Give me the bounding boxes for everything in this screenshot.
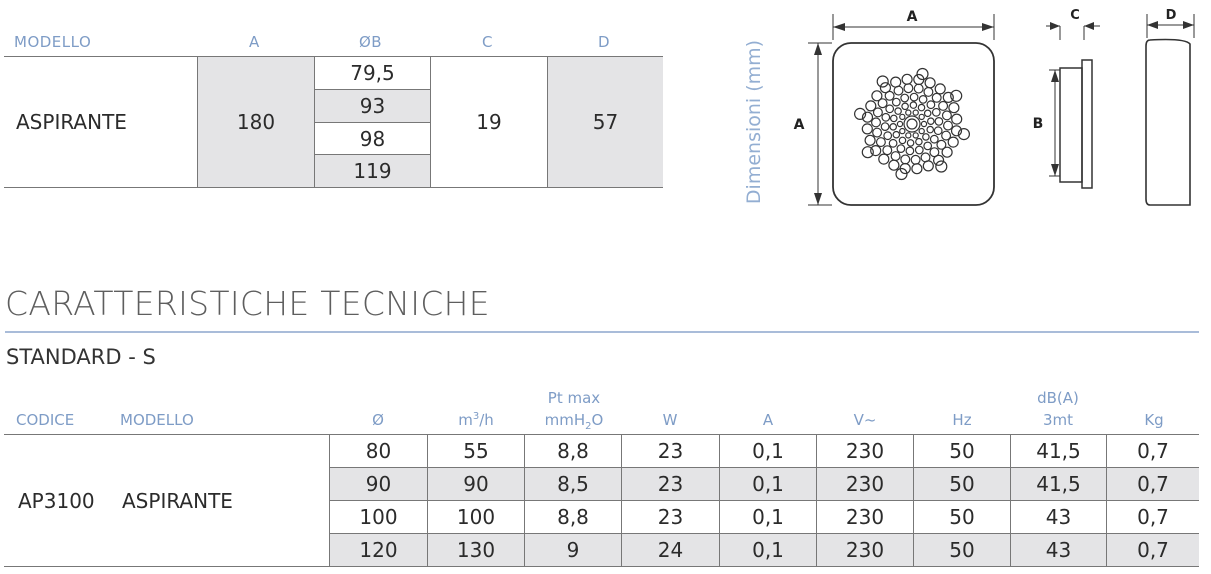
grille-hole <box>934 155 944 165</box>
header-d: D <box>598 33 611 51</box>
grille-hole <box>877 138 886 147</box>
tech-cell: 100 <box>329 501 427 534</box>
grille-hole <box>933 109 941 117</box>
grille-hole <box>952 114 962 124</box>
b-value-cell: 93 <box>314 90 430 123</box>
tech-cell: 0,7 <box>1106 534 1199 566</box>
header-codice: CODICE <box>16 411 75 429</box>
grille-hole <box>865 135 875 145</box>
grille-hole <box>884 132 892 140</box>
grille-hole <box>893 132 899 138</box>
tech-cell: 230 <box>816 501 913 534</box>
grille-hole <box>880 83 890 93</box>
grille-hole <box>873 128 882 137</box>
subsection-title: STANDARD - S <box>6 345 156 369</box>
grille-hole <box>906 110 911 115</box>
header-modello: MODELLO <box>120 411 194 429</box>
grille-hole <box>901 94 909 102</box>
side-view-spigot <box>1046 22 1100 188</box>
b-value-cell: 119 <box>314 155 430 187</box>
tech-cell: 8,8 <box>524 501 621 534</box>
grille-hole <box>925 110 931 116</box>
grille-hole <box>925 78 935 88</box>
grille-hole <box>939 102 948 111</box>
grille-hole <box>882 114 890 122</box>
grille-hole <box>923 134 929 140</box>
grille-hole <box>913 110 918 115</box>
grille-hole <box>935 118 943 126</box>
tech-cell: 50 <box>913 468 1010 501</box>
grille-hole <box>943 92 953 102</box>
header-hz: Hz <box>952 411 972 429</box>
grille-hole <box>900 129 905 134</box>
grille-hole <box>893 98 901 106</box>
tech-cell: 0,7 <box>1106 468 1199 501</box>
tech-cell: 80 <box>329 435 427 468</box>
grille-hole <box>942 147 952 157</box>
grille-hole <box>910 102 916 108</box>
grille-hole <box>900 114 905 119</box>
grille-hole <box>883 146 892 155</box>
grille-hole <box>949 103 959 113</box>
technical-drawing <box>730 0 1211 215</box>
tech-cell: 100 <box>427 501 524 534</box>
grille-hole <box>862 147 873 158</box>
tech-cell: 55 <box>427 435 524 468</box>
tech-cell: 23 <box>621 435 719 468</box>
tech-cell: 0,1 <box>719 435 816 468</box>
header-kg: Kg <box>1144 411 1164 429</box>
tech-cell: 41,5 <box>1010 435 1106 468</box>
tech-cell: 43 <box>1010 534 1106 566</box>
model-cell: ASPIRANTE <box>16 110 127 134</box>
tech-cell: 8,8 <box>524 435 621 468</box>
grille-hole <box>890 124 896 130</box>
grille-hole <box>902 74 912 84</box>
section-title: CARATTERISTICHE TECNICHE <box>5 284 490 323</box>
front-view <box>808 14 994 205</box>
grille-hole <box>889 140 897 148</box>
tech-cell: 230 <box>816 435 913 468</box>
dimension-label-a-left: A <box>793 117 805 133</box>
tech-cell: 0,1 <box>719 501 816 534</box>
tech-cell: 50 <box>913 534 1010 566</box>
grille-hole <box>881 123 889 131</box>
code-cell: AP3100 <box>18 488 95 513</box>
header-c: C <box>482 33 493 51</box>
header-pt-max: Pt max mmH$_2$O <box>544 389 604 432</box>
grille-hole <box>923 161 933 171</box>
grille-hole <box>931 135 939 143</box>
header-w: W <box>662 411 678 429</box>
tech-cell: 0,1 <box>719 468 816 501</box>
tech-cell: 43 <box>1010 501 1106 534</box>
grille-hole <box>936 161 947 172</box>
header-a: A <box>762 411 774 429</box>
tech-cell: 120 <box>329 534 427 566</box>
tech-cell: 50 <box>913 501 1010 534</box>
grille-hole <box>928 118 934 124</box>
grille-hole <box>943 111 952 120</box>
tech-cell: 0,7 <box>1106 501 1199 534</box>
grille-hole <box>921 121 926 126</box>
grille-hole <box>912 164 922 174</box>
tech-cell: 230 <box>816 468 913 501</box>
grille-hole <box>924 142 932 150</box>
table-bottom-rule <box>4 566 1199 567</box>
grille-hole <box>862 124 872 134</box>
grille-hole <box>901 155 910 164</box>
table-bottom-rule <box>4 187 663 188</box>
grille-hole <box>916 139 922 145</box>
grille-hole <box>911 155 920 164</box>
a-value-cell: 180 <box>197 57 314 187</box>
header-b: ØB <box>359 33 383 51</box>
grille-hole <box>935 84 945 94</box>
grille-hole <box>919 114 924 119</box>
grille-hole <box>914 84 923 93</box>
grille-hole <box>924 88 933 97</box>
tech-cell: 50 <box>913 435 1010 468</box>
header-db: dB(A) 3mt <box>1037 389 1079 429</box>
grille-hole <box>927 126 933 132</box>
grille-hole <box>916 146 924 154</box>
grille-hole <box>919 96 927 104</box>
grille-hole <box>906 133 911 138</box>
grille-hole <box>895 108 901 114</box>
header-v: V~ <box>853 411 877 429</box>
tech-cell: 9 <box>524 534 621 566</box>
header-a: A <box>249 33 260 51</box>
grille-hole <box>910 93 918 101</box>
tech-cell: 8,5 <box>524 468 621 501</box>
tech-cell: 90 <box>427 468 524 501</box>
grille-hole <box>897 145 905 153</box>
tech-cell: 0,7 <box>1106 435 1199 468</box>
header-modello: MODELLO <box>14 33 92 51</box>
grille-hole <box>927 101 935 109</box>
grille-hole <box>899 137 905 143</box>
d-value-cell: 57 <box>547 57 663 187</box>
b-value-cell: 79,5 <box>314 57 430 90</box>
tech-cell: 23 <box>621 501 719 534</box>
grille-hole <box>891 115 897 121</box>
dimension-label-b: B <box>1032 116 1044 132</box>
section-title-rule <box>5 331 1199 333</box>
tech-cell: 130 <box>427 534 524 566</box>
grille-hole <box>889 160 899 170</box>
grille-hole <box>886 105 894 113</box>
header-diameter: Ø <box>372 411 384 429</box>
grille-hole <box>934 127 942 135</box>
grille-hole <box>879 154 889 164</box>
grille-hole <box>877 76 888 87</box>
grille-hole <box>907 140 913 146</box>
tech-cell: 24 <box>621 534 719 566</box>
tech-cell: 23 <box>621 468 719 501</box>
grille-hole <box>948 137 958 147</box>
side-profile <box>1146 14 1194 205</box>
grille-hole <box>951 90 962 101</box>
grille-hole <box>913 133 918 138</box>
grille-hole <box>904 84 913 93</box>
tech-cell: 230 <box>816 534 913 566</box>
grille-hole <box>891 152 900 161</box>
tech-cell: 90 <box>329 468 427 501</box>
dimension-label-d: D <box>1165 8 1177 23</box>
grille-hole <box>944 121 953 130</box>
grille-hole <box>918 104 924 110</box>
grille-hole <box>872 118 881 127</box>
grille-hole <box>932 93 941 102</box>
grille-hole <box>871 146 881 156</box>
grille-hole <box>906 147 914 155</box>
grille-hole <box>919 129 924 134</box>
grille-hole <box>866 101 876 111</box>
dimension-label-a-top: A <box>906 9 918 25</box>
grille-hole <box>891 77 901 87</box>
tech-cell: 41,5 <box>1010 468 1106 501</box>
grille-hole <box>897 121 902 126</box>
model-cell: ASPIRANTE <box>122 488 233 513</box>
grille-hole <box>872 91 882 101</box>
grille-hole <box>907 119 917 129</box>
header-flow: $m^3/h$ <box>458 411 494 429</box>
tech-cell: 0,1 <box>719 534 816 566</box>
dimension-label-c: C <box>1070 8 1080 23</box>
grille-hole <box>902 103 908 109</box>
c-value-cell: 19 <box>430 57 547 187</box>
dimensions-side-label: Dimensioni (mm) <box>743 39 765 205</box>
b-value-cell: 98 <box>314 123 430 155</box>
